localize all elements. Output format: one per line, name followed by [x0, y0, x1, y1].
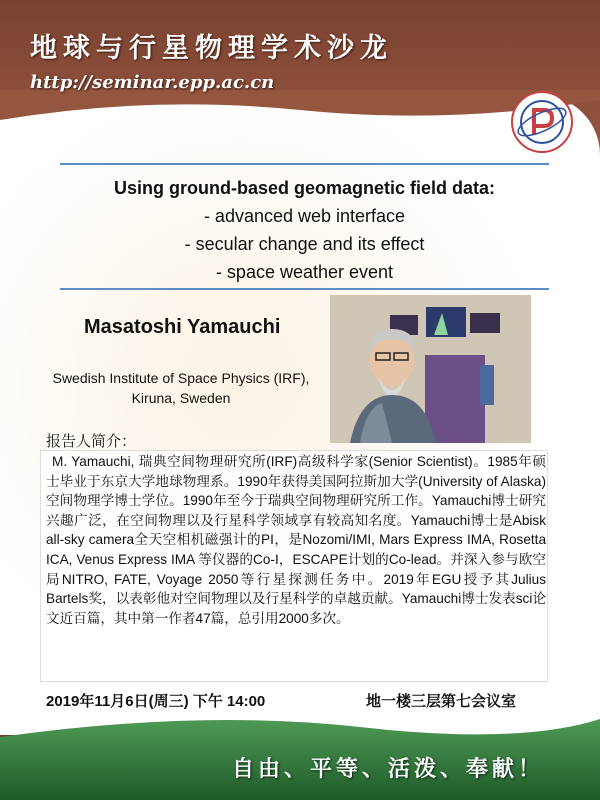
talk-topic-3: - space weather event	[215, 262, 394, 282]
speaker-affiliation	[40, 368, 322, 408]
header-url[interactable]: http://seminar.epp.ac.cn	[30, 72, 275, 93]
talk-topic-2: - secular change and its effect	[184, 234, 425, 254]
title-top-rule	[60, 163, 549, 165]
institute-logo-icon	[510, 90, 574, 154]
speaker-photo	[330, 295, 531, 443]
header-title: 地球与行星物理学术沙龙	[30, 33, 393, 64]
affiliation-line-2: Kiruna, Sweden	[131, 390, 231, 406]
bio-heading: 报告人简介：	[46, 432, 137, 450]
talk-topic-1: - advanced web interface	[203, 206, 406, 226]
bio-text: M. Yamauchi, 瑞典空间物理研究所(IRF)高级科学家(Senior Scientist)。1985年硕士毕业于东京大学地球物理系。1990年获得美国阿拉斯加大学(University of Alaska)空间物理学博士学位。1990年至今于瑞典空间物理研究所工作。Yamauchi博士研究兴趣广泛，在空间物理以及行星科学领域享有较高知名度。Yamauchi博士是Abisk all-sky camera全天空相机磁强计的PI，是Nozomi/IMI, Mars Express IMA, Rosetta ICA, Venus Express IMA 等仪器的Co-I，ESCAPE计划的Co-lead。并深入参与欧空局NITRO, FATE, Voyage 2050等行星探测任务中。2019年EGU授予其Julius Bartels奖，以表彰他对空间物理以及行星科学的卓越贡献。Yamauchi博士发表sci论文近百篇，其中第一作者47篇，总引用2000多次。	[46, 454, 546, 626]
title-bottom-rule	[60, 288, 549, 290]
affiliation-line-1: Swedish Institute of Space Physics (IRF),	[52, 370, 310, 386]
event-date-time: 2019年11月6日(周三) 下午 14:00	[46, 693, 266, 710]
speaker-name: Masatoshi Yamauchi	[84, 316, 281, 338]
talk-title: Using ground-based geomagnetic field data:	[113, 178, 496, 198]
event-room: 地一楼三层第七会议室	[366, 693, 517, 710]
footer-slogan: 自由、平等、活泼、奉献！	[232, 756, 545, 782]
